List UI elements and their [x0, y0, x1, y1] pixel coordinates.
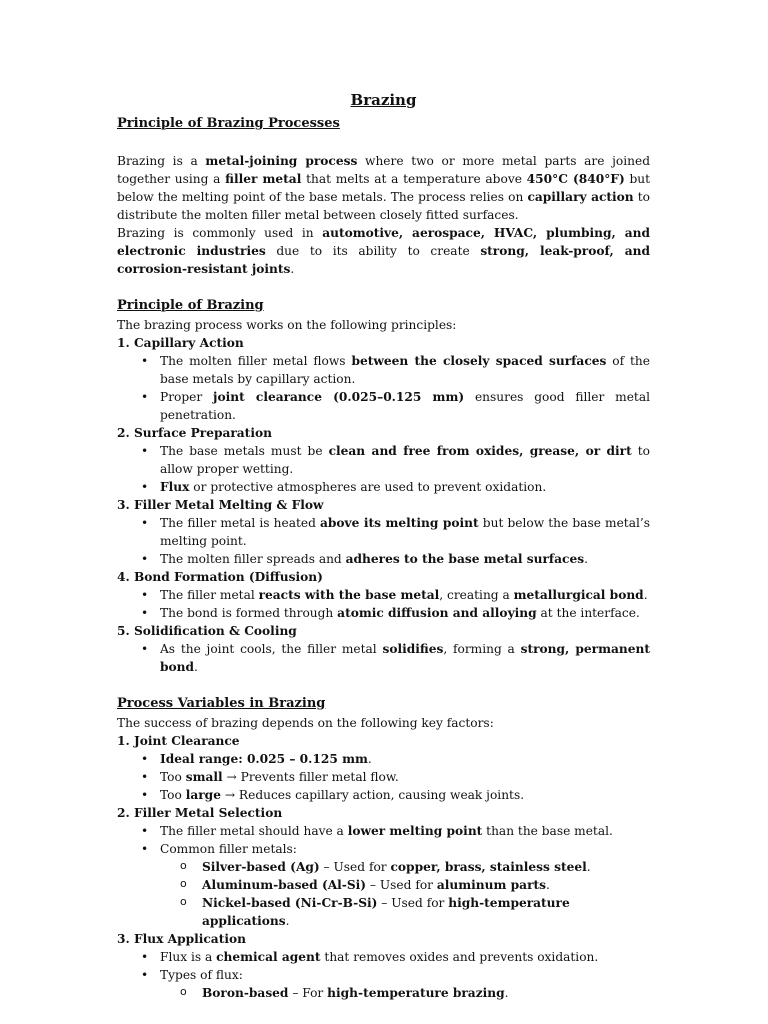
variable-title-flux: 3. Flux Application: [117, 932, 246, 946]
section-heading-principle-processes: Principle of Brazing Processes: [117, 116, 340, 131]
document-page: [117, 88, 650, 1002]
variables-intro: The success of brazing depends on the following key factors:: [117, 716, 494, 730]
principle-bullets: [117, 640, 650, 676]
list-item: • The base metals must be clean and free from oxides, grease, or dirt to allow proper wetting.: [117, 442, 650, 478]
sub-list-item: o Aluminum-based (Al-Si) – Used for aluminum parts.: [117, 876, 650, 894]
filler-metal-bullets: [117, 822, 650, 858]
principle-bullets: [117, 442, 650, 496]
section-heading-process-variables: Process Variables in Brazing: [117, 696, 326, 711]
list-item: • Proper joint clearance (0.025–0.125 mm) ensures good filler metal penetration.: [117, 388, 650, 424]
principle-item-title: 5. Solidification & Cooling: [117, 624, 297, 638]
list-item: • The molten filler metal flows between the closely spaced surfaces of the base metals by capillary action.: [117, 352, 650, 388]
intro-paragraph-1: Brazing is a metal-joining process where two or more metal parts are joined together using a filler metal that melts at a temperature above 450°C (840°F) but below the melting point of the base metals. The process relies on capillary action to distribute the molten filler metal between closely fitted surfaces.: [117, 154, 650, 222]
principle-bullets: [117, 586, 650, 622]
principle-list: [117, 334, 650, 676]
filler-metal-sublist: [117, 858, 650, 930]
flux-bullets: [117, 948, 650, 984]
sub-list-item: o Nickel-based (Ni-Cr-B-Si) – Used for high-temperature applications.: [117, 894, 650, 930]
list-item: • The bond is formed through atomic diffusion and alloying at the interface.: [117, 604, 650, 622]
list-item: • The filler metal is heated above its melting point but below the base metal’s melting point.: [117, 514, 650, 550]
variable-title-filler-metal: 2. Filler Metal Selection: [117, 806, 283, 820]
list-item: • The filler metal reacts with the base metal, creating a metallurgical bond.: [117, 586, 650, 604]
principle-item-title: 4. Bond Formation (Diffusion): [117, 570, 323, 584]
list-item: • Too large → Reduces capillary action, causing weak joints.: [117, 786, 650, 804]
section-heading-principle: Principle of Brazing: [117, 298, 264, 313]
sub-list-item: o Boron-based – For high-temperature brazing.: [117, 984, 650, 1002]
list-item: • Flux is a chemical agent that removes oxides and prevents oxidation.: [117, 948, 650, 966]
variable-title-joint-clearance: 1. Joint Clearance: [117, 734, 240, 748]
principle-bullets: [117, 352, 650, 424]
list-item: • The filler metal should have a lower melting point than the base metal.: [117, 822, 650, 840]
flux-sublist: [117, 984, 650, 1002]
document-title: Brazing: [350, 91, 417, 109]
list-item: • Types of flux:: [117, 966, 650, 984]
list-item: • Common filler metals:: [117, 840, 650, 858]
sub-list-item: o Silver-based (Ag) – Used for copper, brass, stainless steel.: [117, 858, 650, 876]
principle-bullets: [117, 514, 650, 568]
list-item: • Too small → Prevents filler metal flow.: [117, 768, 650, 786]
intro-paragraph-2: Brazing is commonly used in automotive, aerospace, HVAC, plumbing, and electronic industries due to its ability to create strong, leak-proof, and corrosion-resistant joints.: [117, 226, 650, 276]
list-item: • The molten filler spreads and adheres to the base metal surfaces.: [117, 550, 650, 568]
joint-clearance-bullets: [117, 750, 650, 804]
list-item: • As the joint cools, the filler metal solidifies, forming a strong, permanent bond.: [117, 640, 650, 676]
principle-item-title: 3. Filler Metal Melting & Flow: [117, 498, 324, 512]
principle-intro: The brazing process works on the following principles:: [117, 318, 457, 332]
list-item: • Flux or protective atmospheres are used to prevent oxidation.: [117, 478, 650, 496]
list-item: • Ideal range: 0.025 – 0.125 mm.: [117, 750, 650, 768]
principle-item-title: 1. Capillary Action: [117, 336, 244, 350]
principle-item-title: 2. Surface Preparation: [117, 426, 272, 440]
